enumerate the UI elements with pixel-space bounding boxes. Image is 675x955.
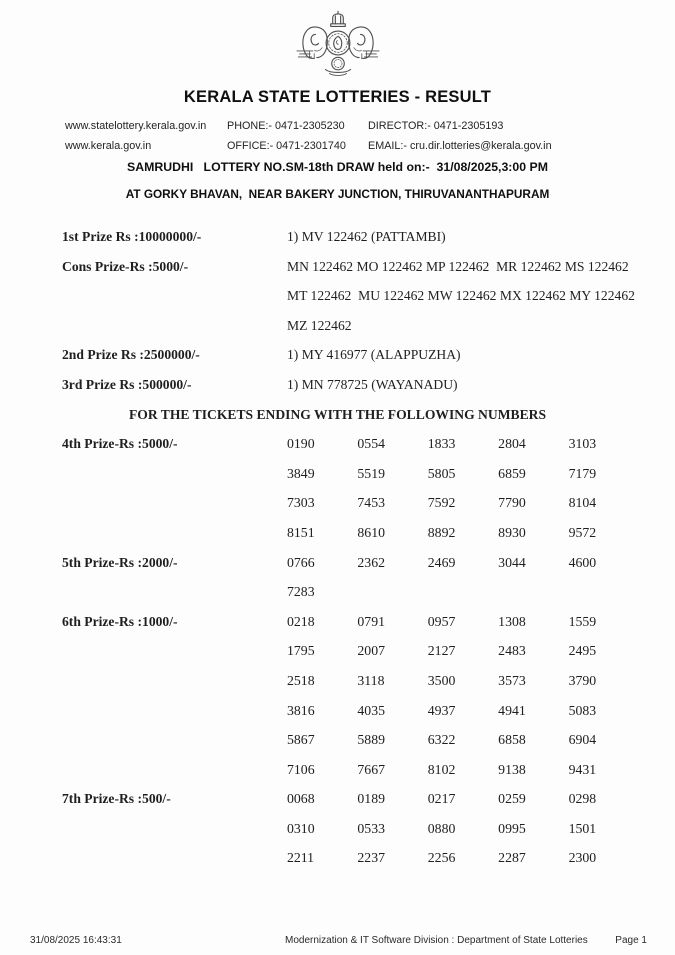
prize-label: 4th Prize-Rs :5000/- <box>62 436 178 452</box>
ticket-number: 7592 <box>427 495 456 511</box>
ticket-number-row <box>287 814 675 844</box>
ending-prize-section-4th <box>0 429 675 547</box>
ticket-number: 0995 <box>498 820 526 836</box>
ticket-number-row <box>287 607 675 637</box>
email-address: EMAIL:- cru.dir.lotteries@kerala.gov.in <box>368 140 552 152</box>
ticket-number-row <box>287 666 675 696</box>
second-prize-row <box>0 340 675 370</box>
ticket-number-row <box>287 784 675 814</box>
section-heading: FOR THE TICKETS ENDING WITH THE FOLLOWING NUMBERS <box>128 406 547 422</box>
cons-prize-numbers-line: MN 122462 MO 122462 MP 122462 MR 122462 MS 122462 <box>287 258 629 274</box>
contact-row-1 <box>0 116 675 136</box>
ticket-number-row <box>287 488 675 518</box>
ticket-number: 7453 <box>357 495 385 511</box>
ticket-number: 1833 <box>427 436 456 452</box>
ticket-number: 6322 <box>427 732 456 748</box>
ticket-number: 4941 <box>498 702 526 718</box>
ticket-number: 0554 <box>357 436 385 452</box>
ticket-number: 0190 <box>287 436 315 452</box>
ticket-number: 7303 <box>287 495 315 511</box>
ticket-number: 1308 <box>498 613 526 629</box>
website-link-kerala: www.kerala.gov.in <box>65 140 152 152</box>
cons-prize-numbers-line: MT 122462 MU 122462 MW 122462 MX 122462 MY 122462 <box>287 288 635 304</box>
ticket-number: 7106 <box>287 761 315 777</box>
contact-row-2 <box>0 136 675 156</box>
venue-line: AT GORKY BHAVAN, NEAR BAKERY JUNCTION, THIRUVANANTHAPURAM <box>125 187 550 201</box>
ticket-number: 4035 <box>357 702 385 718</box>
ticket-number: 7179 <box>568 465 597 481</box>
ticket-number-grid <box>287 784 675 873</box>
ticket-number: 0766 <box>287 554 315 570</box>
ticket-number: 4600 <box>568 554 597 570</box>
ticket-number: 8104 <box>568 495 597 511</box>
director-phone-number: DIRECTOR:- 0471-2305193 <box>368 120 504 132</box>
ticket-number: 8610 <box>357 524 385 540</box>
prize-label: 5th Prize-Rs :2000/- <box>62 554 178 570</box>
office-phone-number: OFFICE:- 0471-2301740 <box>227 140 346 152</box>
ending-prize-section-7th <box>0 784 675 873</box>
ticket-number: 9138 <box>498 761 526 777</box>
ticket-number: 0310 <box>287 820 315 836</box>
page-title: KERALA STATE LOTTERIES - RESULT <box>183 88 492 106</box>
ticket-number: 5867 <box>287 732 315 748</box>
ticket-number: 0957 <box>427 613 456 629</box>
consolation-prize-row <box>0 252 675 341</box>
ticket-number-grid <box>287 548 675 607</box>
phone-number: PHONE:- 0471-2305230 <box>227 120 345 132</box>
ticket-number: 2127 <box>427 643 456 659</box>
ticket-number: 2211 <box>287 850 315 866</box>
ticket-number: 0217 <box>427 791 456 807</box>
ticket-number: 3849 <box>287 465 315 481</box>
ticket-number: 8151 <box>287 524 315 540</box>
ticket-number: 5889 <box>357 732 385 748</box>
ticket-number: 1501 <box>568 820 597 836</box>
ticket-number-row <box>287 755 675 785</box>
ticket-number-grid <box>287 429 675 547</box>
ticket-number: 7790 <box>498 495 526 511</box>
ticket-number-row <box>287 518 675 548</box>
ticket-number: 2007 <box>357 643 385 659</box>
ticket-number: 0533 <box>357 820 385 836</box>
prize-label: Cons Prize-Rs :5000/- <box>62 258 189 274</box>
ticket-number-row <box>287 459 675 489</box>
ticket-number: 3573 <box>498 672 526 688</box>
prize-label: 2nd Prize Rs :2500000/- <box>62 347 200 363</box>
winning-ticket: 1) MY 416977 (ALAPPUZHA) <box>287 347 461 363</box>
ticket-number: 0259 <box>498 791 526 807</box>
ticket-number: 0189 <box>357 791 385 807</box>
page-footer <box>0 935 675 946</box>
prize-label: 7th Prize-Rs :500/- <box>62 791 171 807</box>
contact-block <box>0 116 675 156</box>
ticket-number-row <box>287 429 675 459</box>
ticket-number: 7283 <box>287 584 315 600</box>
website-link-statelottery: www.statelottery.kerala.gov.in <box>65 120 207 132</box>
prize-label: 6th Prize-Rs :1000/- <box>62 613 178 629</box>
ticket-number: 4937 <box>427 702 456 718</box>
ticket-number: 3790 <box>568 672 597 688</box>
ticket-number-row <box>287 843 675 873</box>
division-credit: Modernization & IT Software Division : Department of State Lotteries <box>285 935 588 946</box>
ticket-number: 5805 <box>427 465 456 481</box>
ticket-number: 5519 <box>357 465 385 481</box>
ticket-number-row <box>287 725 675 755</box>
ticket-number: 3500 <box>427 672 456 688</box>
ticket-number: 3816 <box>287 702 315 718</box>
ticket-number: 0068 <box>287 791 315 807</box>
ticket-number-row <box>287 577 675 607</box>
ticket-number: 2287 <box>498 850 526 866</box>
first-prize-row <box>0 222 675 252</box>
ticket-number: 2362 <box>357 554 385 570</box>
ticket-number: 2237 <box>357 850 385 866</box>
ticket-number: 2804 <box>498 436 526 452</box>
ticket-number: 0298 <box>568 791 597 807</box>
prize-label: 1st Prize Rs :10000000/- <box>62 229 202 244</box>
ticket-number: 2518 <box>287 672 315 688</box>
ticket-number: 2469 <box>427 554 456 570</box>
ticket-number: 1559 <box>568 613 597 629</box>
ticket-number: 1795 <box>287 643 315 659</box>
generated-timestamp: 31/08/2025 16:43:31 <box>30 935 122 946</box>
page-number: Page 1 <box>615 935 647 946</box>
ticket-number: 9431 <box>568 761 597 777</box>
ticket-number-row <box>287 696 675 726</box>
winning-ticket: 1) MV 122462 (PATTAMBI) <box>287 229 446 244</box>
ticket-number: 2495 <box>568 643 597 659</box>
ticket-number: 3118 <box>357 672 385 688</box>
winning-ticket: 1) MN 778725 (WAYANADU) <box>287 376 458 392</box>
kerala-government-emblem-icon <box>295 9 381 85</box>
ticket-number: 3103 <box>568 436 597 452</box>
ticket-number: 8102 <box>427 761 456 777</box>
ticket-number: 0791 <box>357 613 385 629</box>
consolation-numbers <box>287 252 635 341</box>
ticket-number: 9572 <box>568 524 597 540</box>
ticket-number: 2300 <box>568 850 597 866</box>
ticket-number: 6859 <box>498 465 526 481</box>
ticket-number: 3044 <box>498 554 526 570</box>
ticket-number: 5083 <box>568 702 597 718</box>
third-prize-row <box>0 370 675 400</box>
results-body <box>0 222 675 873</box>
ticket-number: 6858 <box>498 732 526 748</box>
ticket-number-row <box>287 548 675 578</box>
ticket-number: 7667 <box>357 761 385 777</box>
ticket-number: 8892 <box>427 524 456 540</box>
ticket-number: 2256 <box>427 850 456 866</box>
ticket-number: 8930 <box>498 524 526 540</box>
draw-title-line: SAMRUDHI LOTTERY NO.SM-18th DRAW held on:- 31/08/2025,3:00 PM <box>127 160 548 174</box>
ticket-number-row <box>287 636 675 666</box>
ticket-number: 0880 <box>427 820 456 836</box>
cons-prize-numbers-line: MZ 122462 <box>287 317 352 333</box>
ticket-number-grid <box>287 607 675 785</box>
prize-label: 3rd Prize Rs :500000/- <box>62 376 192 392</box>
ticket-number: 6904 <box>568 732 597 748</box>
ending-prize-section-5th <box>0 548 675 607</box>
ticket-number: 2483 <box>498 643 526 659</box>
ending-prize-section-6th <box>0 607 675 785</box>
ticket-number: 0218 <box>287 613 315 629</box>
